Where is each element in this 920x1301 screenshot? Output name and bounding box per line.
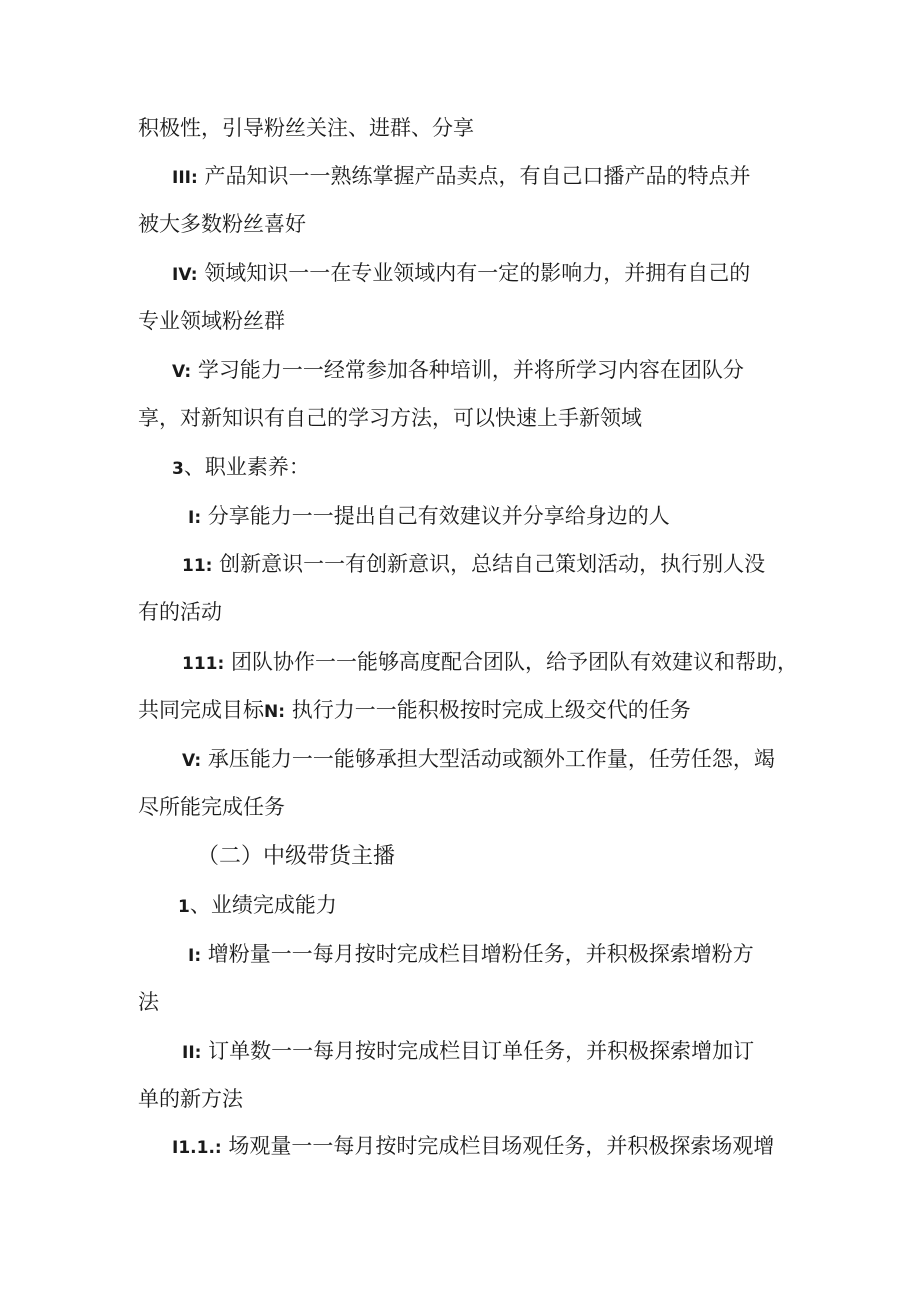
paragraph-line <box>138 307 285 335</box>
body-text: 单的新方法 <box>138 1087 243 1111</box>
body-text: 领域知识一一在专业领域内有一定的影响力，并拥有自己的 <box>197 261 751 285</box>
subsection-title <box>197 843 395 871</box>
body-text: 法 <box>138 990 159 1014</box>
item-label: 111: <box>182 654 225 674</box>
paragraph-line <box>138 696 691 726</box>
subsection-title-text: （二）中级带货主播 <box>197 844 396 869</box>
paragraph-line <box>172 356 744 386</box>
paragraph-line <box>172 940 754 970</box>
body-text: 被大多数粉丝喜好 <box>138 212 306 236</box>
body-text: 场观量一一每月按时完成栏目场观任务，并积极探索场观增 <box>221 1134 775 1158</box>
paragraph-line <box>172 745 775 775</box>
item-label: V: <box>172 362 192 382</box>
section-heading <box>172 891 337 921</box>
paragraph-line <box>172 1037 754 1067</box>
body-text: 共同完成目标 <box>138 698 264 722</box>
paragraph-line <box>138 988 159 1016</box>
body-text: 执行力一一能积极按时完成上级交代的任务 <box>285 698 691 722</box>
body-text: 有的活动 <box>138 600 222 624</box>
item-label: V: <box>182 751 202 771</box>
body-text: 订单数一一每月按时完成栏目订单任务，并积极探索增加订 <box>201 1039 755 1063</box>
item-label: II: <box>182 1043 202 1063</box>
paragraph-line <box>138 210 306 238</box>
item-label: 11: <box>182 556 213 576</box>
item-label: IV: <box>172 265 198 285</box>
item-label: 1 <box>178 897 190 917</box>
item-label: N: <box>264 702 286 722</box>
body-text: 分享能力一一提出自己有效建议并分享给身边的人 <box>201 504 670 528</box>
body-text: 积极性，引导粉丝关注、进群、分享 <box>138 116 474 140</box>
paragraph-line <box>138 404 642 432</box>
body-text: 专业领域粉丝群 <box>138 309 285 333</box>
item-label: I1.1.: <box>172 1138 222 1158</box>
body-text: 尽所能完成任务 <box>138 795 285 819</box>
section-heading <box>172 453 310 483</box>
body-text: 承压能力一一能够承担大型活动或额外工作量，任劳任怨，竭 <box>201 747 775 771</box>
item-label: I: <box>188 946 202 966</box>
body-text: 、职业素养： <box>183 455 310 479</box>
paragraph-line <box>138 1085 243 1113</box>
paragraph-line <box>138 793 285 821</box>
body-text: 享，对新知识有自己的学习方法，可以快速上手新领域 <box>138 406 642 430</box>
paragraph-line <box>138 598 222 626</box>
body-text: 、业绩完成能力 <box>189 893 337 917</box>
body-text: 学习能力一一经常参加各种培训，并将所学习内容在团队分 <box>191 358 744 382</box>
body-text: 增粉量一一每月按时完成栏目增粉任务，并积极探索增粉方 <box>201 942 754 966</box>
body-text: 创新意识一一有创新意识，总结自己策划活动，执行别人没 <box>212 552 766 576</box>
paragraph-line <box>172 550 765 580</box>
paragraph-line <box>172 1132 774 1162</box>
item-label: 3 <box>172 459 184 479</box>
paragraph-line <box>138 114 474 142</box>
body-text: 产品知识一一熟练掌握产品卖点，有自己口播产品的特点并 <box>197 164 751 188</box>
item-label: I: <box>188 508 202 528</box>
body-text: 团队协作一一能够高度配合团队，给予团队有效建议和帮助， <box>224 650 798 674</box>
paragraph-line <box>172 648 798 678</box>
item-label: III: <box>172 168 198 188</box>
paragraph-line <box>172 162 750 192</box>
paragraph-line <box>172 259 750 289</box>
paragraph-line <box>172 502 670 532</box>
